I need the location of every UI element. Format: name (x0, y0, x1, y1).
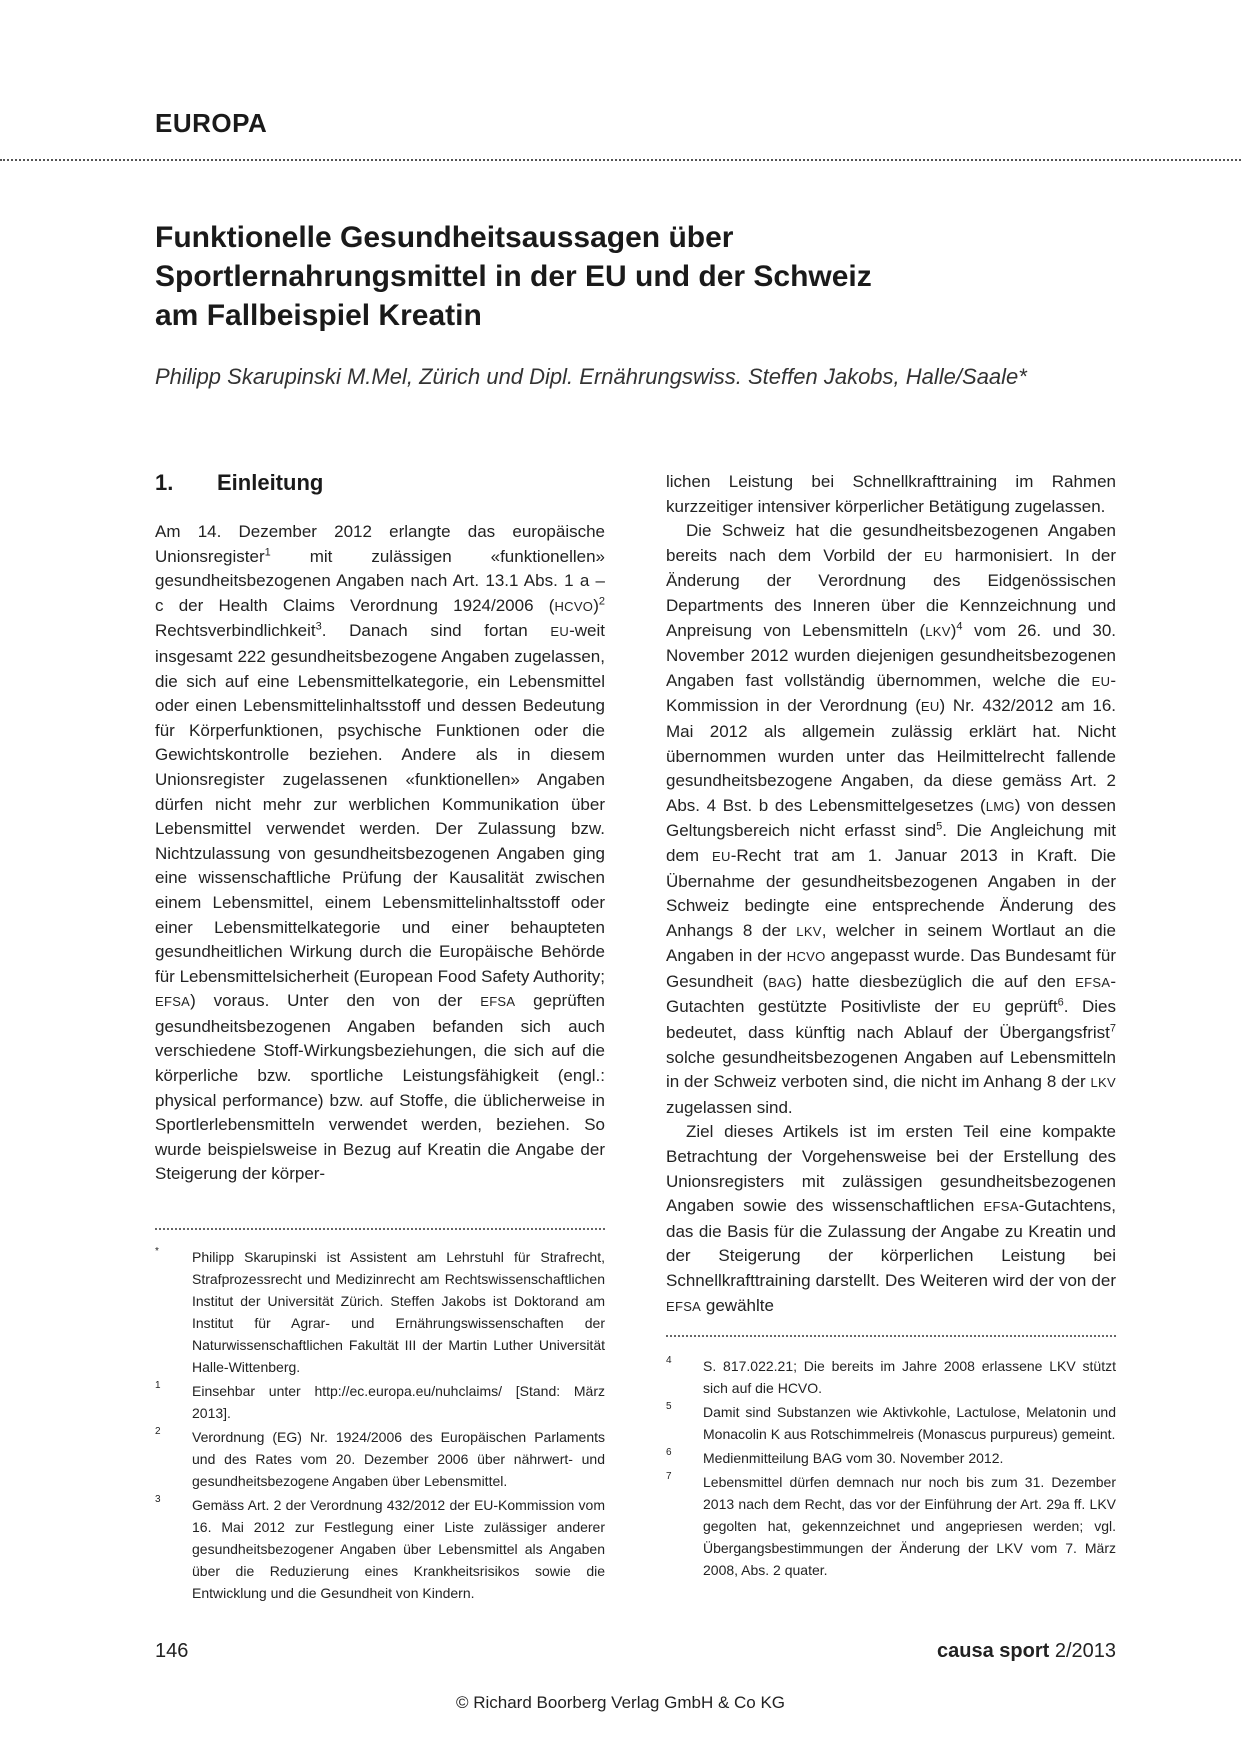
text-run: HCVO (786, 949, 826, 965)
footnote-mark: 5 (666, 1401, 672, 1412)
footnote-text: Philipp Skarupinski ist Assistent am Lehrstuhl für Strafrecht, Strafprozessrecht und Medizinrecht am Rechtswissenschaftlichen Institut der Universität Zürich. Steffen Jakobs ist Doktorand am Institut für Agrar- und Ernährungswissenschaften der Naturwissenschaftlichen Fakultät III der Martin Luther Universität Halle-Wittenberg. (192, 1249, 605, 1375)
footnote (155, 1246, 605, 1378)
footnotes-left (155, 1246, 605, 1606)
text-run: -Gutachtens, das die Basis für die Zulassung der Angabe zu Kreatin und der Steigerung der körperlichen Leistung bei Schnellkrafttraining darstellt. Des Weiteren wird der von der (666, 1196, 1116, 1290)
right-column (666, 470, 1116, 1319)
text-run: ) voraus. Unter den von der (190, 991, 481, 1011)
text-run: angepasst wurde. Das Bundesamt für Gesundheit ( (666, 946, 1116, 991)
text-run: Ziel dieses Artikels ist im ersten Teil eine kompakte Betrachtung der Vorgehensweise bei der Erstellung des Unionsregisters mit zulässigen gesundheitsbezogenen Angaben sowie des wissenschaftlichen (666, 1122, 1116, 1216)
footnote-ref: 3 (315, 620, 322, 633)
text-run: LKV (1090, 1075, 1116, 1091)
text-run: ) hatte diesbezüglich die auf den (796, 971, 1076, 991)
footnote-ref: 5 (936, 820, 943, 833)
text-run: EFSA (480, 994, 516, 1010)
footnote-ref: 2 (598, 595, 605, 608)
section-title: Einleitung (217, 470, 324, 495)
text-run: Rechtsverbindlichkeit (155, 621, 316, 641)
footnote-ref: 4 (956, 619, 963, 632)
footnote-divider (155, 1228, 605, 1230)
text-run: LMG (985, 798, 1015, 814)
text-run: -Kommission in der Verordnung ( (666, 670, 1116, 716)
footnote-mark: 2 (155, 1426, 161, 1437)
footnote-text: Medienmitteilung BAG vom 30. November 2012. (703, 1450, 1004, 1466)
text-run: EFSA (1075, 974, 1111, 990)
text-run: -Gutachten gestützte Positivliste der (666, 971, 1116, 1017)
footnote-text: Verordnung (EG) Nr. 1924/2006 des Europäischen Parlaments und des Rates vom 20. Dezember 2006 über nährwert- und gesundheitsbezogene Angaben über Lebensmittel. (192, 1429, 605, 1489)
footnote-text: Lebensmittel dürfen demnach nur noch bis zum 31. Dezember 2013 nach dem Recht, das vor der Einführung der Art. 29a ff. LKV gegolten hat, gekennzeichnet und angepriesen werden; vgl. Übergangsbestimmungen der Änderung der LKV vom 7. März 2008, Abs. 2 quater. (703, 1474, 1116, 1578)
footnote (666, 1355, 1116, 1399)
footnote-mark: 6 (666, 1447, 672, 1458)
footnote-ref: 1 (264, 545, 271, 558)
footnote-text: S. 817.022.21; Die bereits im Jahre 2008 erlassene LKV stützt sich auf die HCVO. (703, 1358, 1116, 1396)
footnote-ref: 6 (1057, 996, 1064, 1009)
text-run: harmonisiert. In der Änderung der Verordnung des Eidgenössischen Departments des Inneren über die Kennzeichnung und Anpreisung von Lebensmitteln ( (666, 545, 1116, 640)
text-run: EU (712, 848, 731, 864)
text-run: . Danach sind fortan (321, 621, 551, 641)
text-run: EU (972, 1000, 992, 1016)
text-run: HCVO (554, 598, 594, 614)
text-run: EFSA (983, 1199, 1019, 1215)
header-divider (0, 159, 1241, 161)
paragraph-schweiz (666, 519, 1116, 1120)
text-run: EFSA (666, 1298, 702, 1314)
footnotes-right (666, 1355, 1116, 1583)
footnote-divider (666, 1335, 1116, 1337)
text-run: -weit insgesamt 222 gesundheitsbezogene Angaben zugelassen, die sich auf eine Lebensmittelkategorie, ein Lebensmittel oder einen Lebensmittelinhaltsstoff und dessen Bedeutung für Körperfunktionen, psychische Funktionen oder die Gewichtskontrolle beziehen. Andere als in diesem Unionsregister zugelassenen «funktionellen» Angaben dürfen nicht mehr zur werblichen Kommunikation über Lebensmittel verwendet werden. Der Zulassung bzw. Nichtzulassung von gesundheitsbezogenen Angaben ging eine wissenschaftliche Prüfung der Kausalität zwischen einem Lebensmittel, einem Lebensmittelinhaltsstoff oder einer Lebensmittelkategorie und einer behaupteten gesundheitlichen Wirkung durch die Europäische Behörde für Lebensmittelsicherheit (European Food Safety Authority; (155, 621, 605, 986)
section-heading (155, 470, 605, 496)
footnote-ref: 7 (1109, 1022, 1116, 1035)
journal-name: causa sport (937, 1640, 1050, 1662)
footnote-mark: 7 (666, 1471, 672, 1482)
text-run: EU (1091, 673, 1111, 689)
text-run: ) Nr. 432/2012 am 16. Mai 2012 als allgemein zulässig erklärt hat. Nicht übernommen wurden unter das Heilmittelrecht fallende gesundheitsbezogene Angaben, da diese gemäss Art. 2 Abs. 4 Bst. b des Lebensmittelgesetzes ( (666, 696, 1117, 815)
text-run: . Dies bedeutet, dass künftig nach Ablauf der Übergangsfrist (666, 997, 1116, 1043)
title-line: Sportlernahrungsmittel in der EU und der Schweiz (155, 260, 872, 293)
footnote-mark: 1 (155, 1380, 161, 1391)
paragraph-continuation: lichen Leistung bei Schnellkrafttraining im Rahmen kurzzeitiger intensiver körperlicher Betätigung zugelassen. (666, 472, 1116, 516)
text-run: ) (593, 595, 599, 615)
footnote-mark: * (155, 1246, 159, 1257)
title-line: am Fallbeispiel Kreatin (155, 299, 482, 332)
text-run: gewählte (701, 1295, 774, 1315)
page-number: 146 (155, 1640, 189, 1662)
text-run: zugelassen sind. (666, 1097, 793, 1117)
footnote-text: Damit sind Substanzen wie Aktivkohle, Lactulose, Melatonin und Monacolin K aus Rotschimmelreis (Monascus purpureus) gemeint. (703, 1404, 1116, 1442)
text-run: vom 26. und 30. November 2012 wurden diejenigen gesundheitsbezogenen Angaben fast vollständig übernommen, welche die (666, 620, 1117, 690)
text-run: Am 14. Dezember 2012 erlangte das europäische Unionsregister (155, 522, 605, 566)
text-run: , welcher in seinem Wortlaut an die Angaben in der (666, 920, 1116, 966)
text-run: geprüft (991, 997, 1058, 1017)
footnote-text: Einsehbar unter http://ec.europa.eu/nuhclaims/ [Stand: März 2013]. (192, 1383, 605, 1421)
text-run: solche gesundheitsbezogenen Angaben auf Lebensmitteln in der Schweiz verboten sind, die nicht im Anhang 8 der (666, 1047, 1116, 1092)
footnote (155, 1494, 605, 1604)
text-run: Die Schweiz hat die gesundheitsbezogenen Angaben bereits nach dem Vorbild der (666, 521, 1116, 565)
copyright-notice: © Richard Boorberg Verlag GmbH & Co KG (455, 1693, 786, 1712)
text-run: EU (550, 624, 570, 640)
footnote (666, 1401, 1116, 1445)
text-run: ) von dessen Geltungsbereich nicht erfasst sind (666, 795, 1116, 841)
text-run: LKV (925, 623, 951, 639)
journal-citation (937, 1640, 1116, 1663)
text-run: EU (920, 699, 940, 715)
paragraph-intro (155, 520, 605, 1187)
section-number: 1. (155, 470, 174, 495)
text-run: ) (950, 620, 957, 640)
section-label: EUROPA (155, 108, 268, 138)
article-authors: Philipp Skarupinski M.Mel, Zürich und Dipl. Ernährungswiss. Steffen Jakobs, Halle/Saale* (155, 364, 1027, 389)
journal-issue: 2/2013 (1054, 1640, 1116, 1662)
footnote (666, 1471, 1116, 1581)
footnote-mark: 3 (155, 1494, 161, 1505)
footnote (666, 1447, 1116, 1469)
paragraph-ziel (666, 1120, 1116, 1319)
text-run: -Recht trat am 1. Januar 2013 in Kraft. Die Übernahme der gesundheitsbezogenen Angaben in der Schweiz bedingte eine entsprechende Änderung des Anhangs 8 der (666, 845, 1117, 940)
text-run: . Die Angleichung mit dem (666, 821, 1116, 865)
footnote-mark: 4 (666, 1355, 672, 1366)
footnote-text: Gemäss Art. 2 der Verordnung 432/2012 der EU-Kommission vom 16. Mai 2012 zur Festlegung einer Liste zulässiger anderer gesundheitsbezogener Angaben über Lebensmittel als Angaben über die Reduzierung eines Krankheitsrisikos sowie die Entwicklung und die Gesundheit von Kindern. (192, 1497, 605, 1601)
article-title (155, 218, 1085, 335)
footnote (155, 1426, 605, 1492)
title-line: Funktionelle Gesundheitsaussagen über (155, 221, 734, 254)
text-run: mit zulässigen «funktionellen» gesundheitsbezogenen Angaben nach Art. 13.1 Abs. 1 a – c der Health Claims Verordnung 1924/2006 ( (155, 546, 605, 615)
text-run: LKV (796, 923, 822, 939)
text-run: geprüften gesundheitsbezogenen Angaben befanden sich auch verschiedene Stoff-Wirkungsbeziehungen, die sich auf die körperliche bzw. sportliche Leistungsfähigkeit (engl.: physical performance) bzw. auf Stoffe, die üblicherweise in Sportlerlebensmitteln verwendet werden, beziehen. So wurde beispielsweise in Bezug auf Kreatin die Angabe der Steigerung der körper- (155, 991, 605, 1184)
left-column (155, 470, 605, 1187)
text-run: EU (924, 548, 943, 564)
footnote (155, 1380, 605, 1424)
text-run: BAG (768, 974, 797, 990)
text-run: EFSA (155, 994, 191, 1010)
